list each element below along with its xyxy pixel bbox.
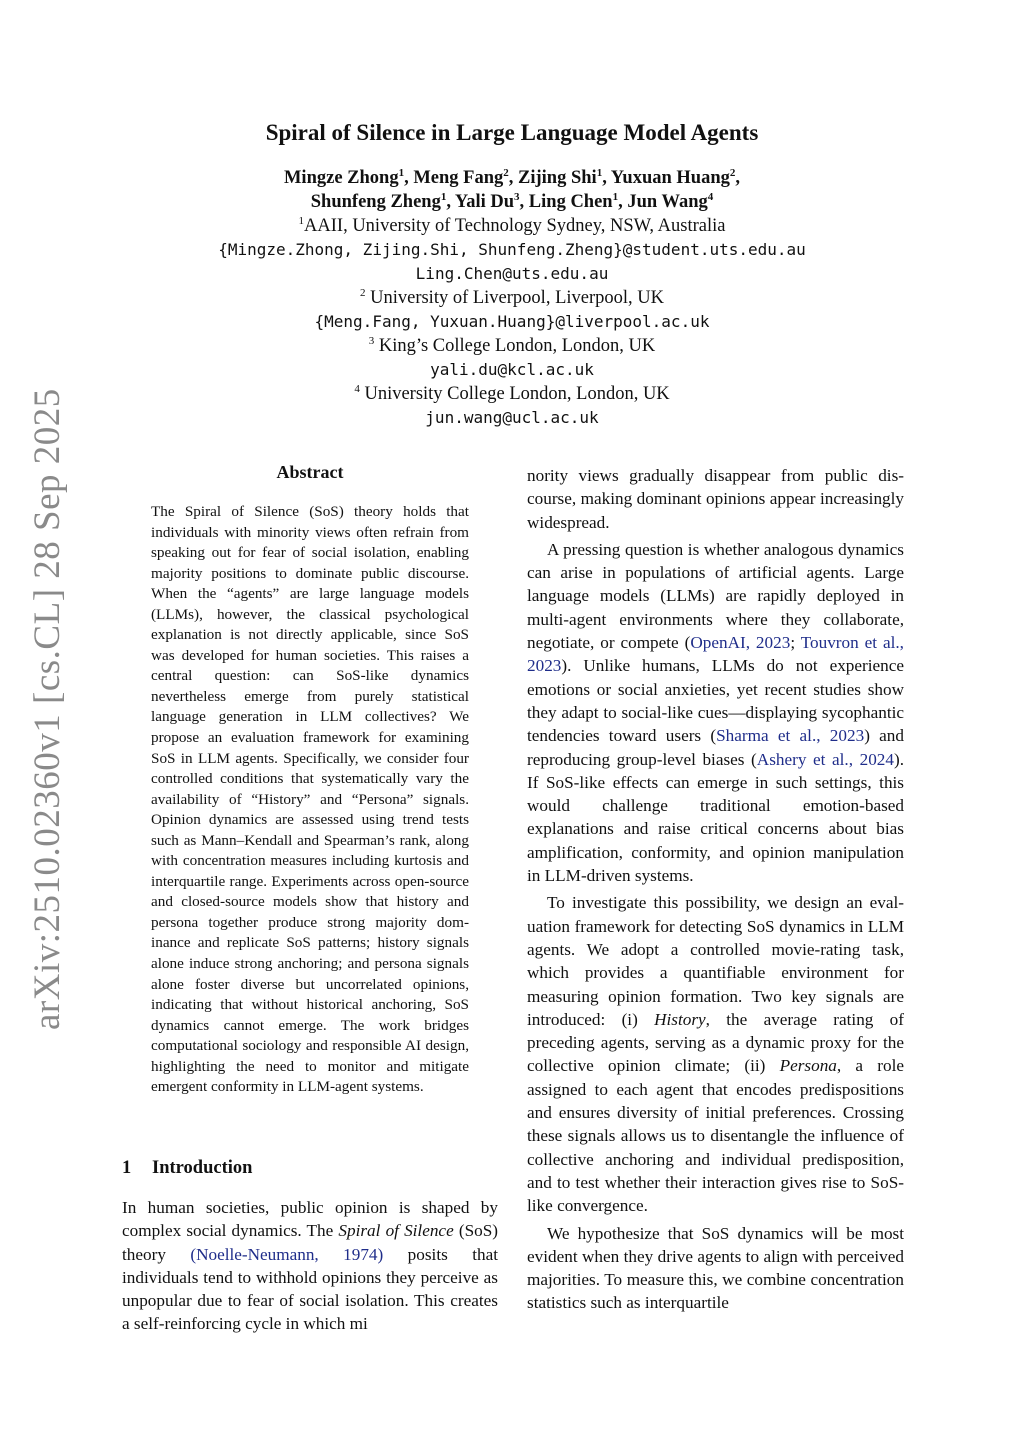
author-name: Yali Du: [454, 192, 515, 212]
citation-link[interactable]: Touvron et al., 2023: [527, 633, 904, 676]
text-run: To investigate this possibility, we design an evaluation framework for detecting SoS dynamics in LLM agents. We adopt a controlled movie-rating task, which provides a quantifiable environment for measuring opinion formation. Two key signals are introduced: (i): [527, 893, 904, 1029]
intro-paragraph-4: We hypothesize that SoS dynamics will be most evident when they drive agents to align with perceived majorities. To measure this, we combine concentration statistics such as interquartile: [527, 1223, 904, 1313]
citation-link[interactable]: Ashery et al., 2024: [756, 749, 894, 769]
arxiv-identifier: arXiv:2510.02360v1 [cs.CL] 28 Sep 2025: [27, 388, 68, 1030]
email-line: Ling.Chen@uts.edu.au: [415, 264, 609, 283]
text-run: posits that individuals tend to withhold opinions they perceive as unpopular due to fear of social isolation. This creates a self-reinforcing cycle in which mi: [122, 1244, 498, 1334]
emphasis-text: Persona: [779, 1056, 837, 1076]
author-name: Zijing Shi: [518, 168, 597, 188]
affiliation-1: [0, 214, 1024, 238]
citation-link[interactable]: (Noelle-Neumann, 1974): [190, 1244, 384, 1264]
abstract-heading: Abstract: [276, 462, 344, 482]
affiliation-name: University of Liverpool, Liverpool, UK: [370, 288, 664, 308]
email-line: jun.wang@ucl.ac.uk: [425, 408, 599, 427]
author-name: Ling Chen: [528, 192, 613, 212]
intro-paragraph-2: [527, 538, 904, 887]
author-affiliation-mark: 3: [514, 191, 520, 203]
section-heading: [122, 1158, 252, 1179]
citation-link[interactable]: OpenAI, 2023: [690, 633, 791, 653]
author-name: Shunfeng Zheng: [310, 192, 441, 212]
author-block: [0, 166, 1024, 430]
author-name: Mingze Zhong: [283, 168, 399, 188]
section-title: Introduction: [152, 1158, 253, 1178]
intro-paragraph-3: [527, 891, 904, 1217]
author-affiliation-mark: 2: [503, 167, 509, 179]
author-affiliation-mark: 4: [707, 191, 714, 203]
affiliation-name: University College London, London, UK: [364, 384, 670, 404]
text-run: A pressing question is whether analogous dynamics can arise in populations of artificial agents. Large language models (LLMs) are rapidly deployed in multi-agent environments where they collaborate, negotiate, or compete (: [527, 539, 904, 653]
text-run: , a role assigned to each agent that encodes predispositions and ensures diversity of initial preferences. Crossing these signals allows us to disentangle the influence of collective anchoring and individual predisposition, and to test whether their interaction gives rise to SoS-like convergence.: [527, 1056, 904, 1216]
affiliation-name: King’s College London, London, UK: [378, 336, 656, 356]
text-run: ). If SoS-like effects can emerge in such settings, this would challenge traditional emotion-based explanations and raise critical concerns about bias amplification, conformity, and opinion manipulation in LLM-driven systems.: [527, 749, 905, 886]
section-number: 1: [122, 1158, 132, 1178]
author-affiliation-mark: 1: [596, 167, 603, 179]
intro-paragraph-1-continued: nority views gradually disappear from public discourse, making dominant opinions appear increasingly widespread.: [527, 466, 904, 532]
affiliation-number: 2: [359, 287, 366, 299]
affiliation-number: 1: [298, 215, 305, 227]
author-name: Yuxuan Huang: [610, 168, 730, 188]
authors-line-2: Shunfeng Zheng$^1$, Yali Du$^3$, Ling Chen$^1$, Jun Wang$^4$: [310, 191, 714, 212]
affiliation-number: 3: [368, 335, 375, 347]
emphasis-text: Spiral of Silence: [338, 1221, 454, 1241]
paper-title: Spiral of Silence in Large Language Model Agents: [265, 120, 759, 145]
intro-paragraph-1: [122, 1196, 498, 1336]
authors-line-1: Mingze Zhong$^1$, Meng Fang$^2$, Zijing Shi$^1$, Yuxuan Huang$^2$,: [283, 167, 741, 188]
author-name: Jun Wang: [627, 192, 708, 212]
author-affiliation-mark: 1: [440, 191, 447, 203]
text-run: In human societies, public opinion is shaped by complex social dynamics. The: [122, 1198, 498, 1241]
email-line: {Mingze.Zhong, Zijing.Shi, Shunfeng.Zheng}@student.uts.edu.au: [218, 240, 806, 259]
affiliation-4: [0, 382, 1024, 406]
affiliation-number: 4: [354, 383, 360, 395]
affiliation-3: [0, 334, 1024, 358]
text-run: ;: [790, 633, 801, 653]
right-column: [527, 464, 904, 1319]
affiliation-name: AAII, University of Technology Sydney, NSW, Australia: [304, 216, 726, 236]
text-run: ) and reproducing group-level biases (: [527, 726, 904, 769]
text-run: ). Unlike humans, LLMs do not experience emotions or social anxieties, yet recent studies show they adapt to social-like cues—displaying sycophantic tendencies toward users (: [527, 656, 904, 746]
email-line: {Meng.Fang, Yuxuan.Huang}@liverpool.ac.uk: [314, 312, 710, 331]
emphasis-text: History: [654, 1009, 706, 1029]
abstract-body: The Spiral of Silence (SoS) theory holds that individuals with minority views often refrain from speaking out for fear of social isolation, enabling majority positions to dominate public discourse. When the “agents” are large language models (LLMs), however, the classical psychological explanation is not directly applicable, since SoS was developed for human societies. This raises a central question: can SoS-like dynamics nevertheless emerge from purely statistical language generation in LLM collectives? We propose an evaluation framework for examining SoS in LLM agents. Specifically, we consider four controlled conditions that systematically vary the availability of “History” and “Persona” signals. Opinion dynamics are assessed using trend tests such as Mann–Kendall and Spearman’s rank, along with concentration measures including kurtosis and interquartile range. Experiments across open-source and closed-source models show that history and persona together produce strong majority dominance and replicate SoS patterns; history signals alone induce strong anchoring; and persona signals alone foster diverse but uncorrelated opinions, indicating that without historical anchoring, SoS dynamics cannot emerge. The work bridges computational sociology and responsible AI design, highlighting the need to monitor and mitigate emergent conformity in LLM-agent systems.: [151, 503, 469, 1096]
email-line: yali.du@kcl.ac.uk: [430, 360, 594, 379]
text-run: (SoS) theory: [122, 1221, 498, 1264]
author-affiliation-mark: 1: [612, 191, 619, 203]
affiliation-2: [0, 286, 1024, 310]
author-name: Meng Fang: [413, 168, 504, 188]
text-run: , the average rating of preceding agents, serving as a dynamic proxy for the collective opinion climate; (ii): [527, 1009, 904, 1076]
author-affiliation-mark: 2: [729, 167, 736, 179]
citation-link[interactable]: Sharma et al., 2023: [716, 726, 865, 746]
author-affiliation-mark: 1: [398, 167, 405, 179]
